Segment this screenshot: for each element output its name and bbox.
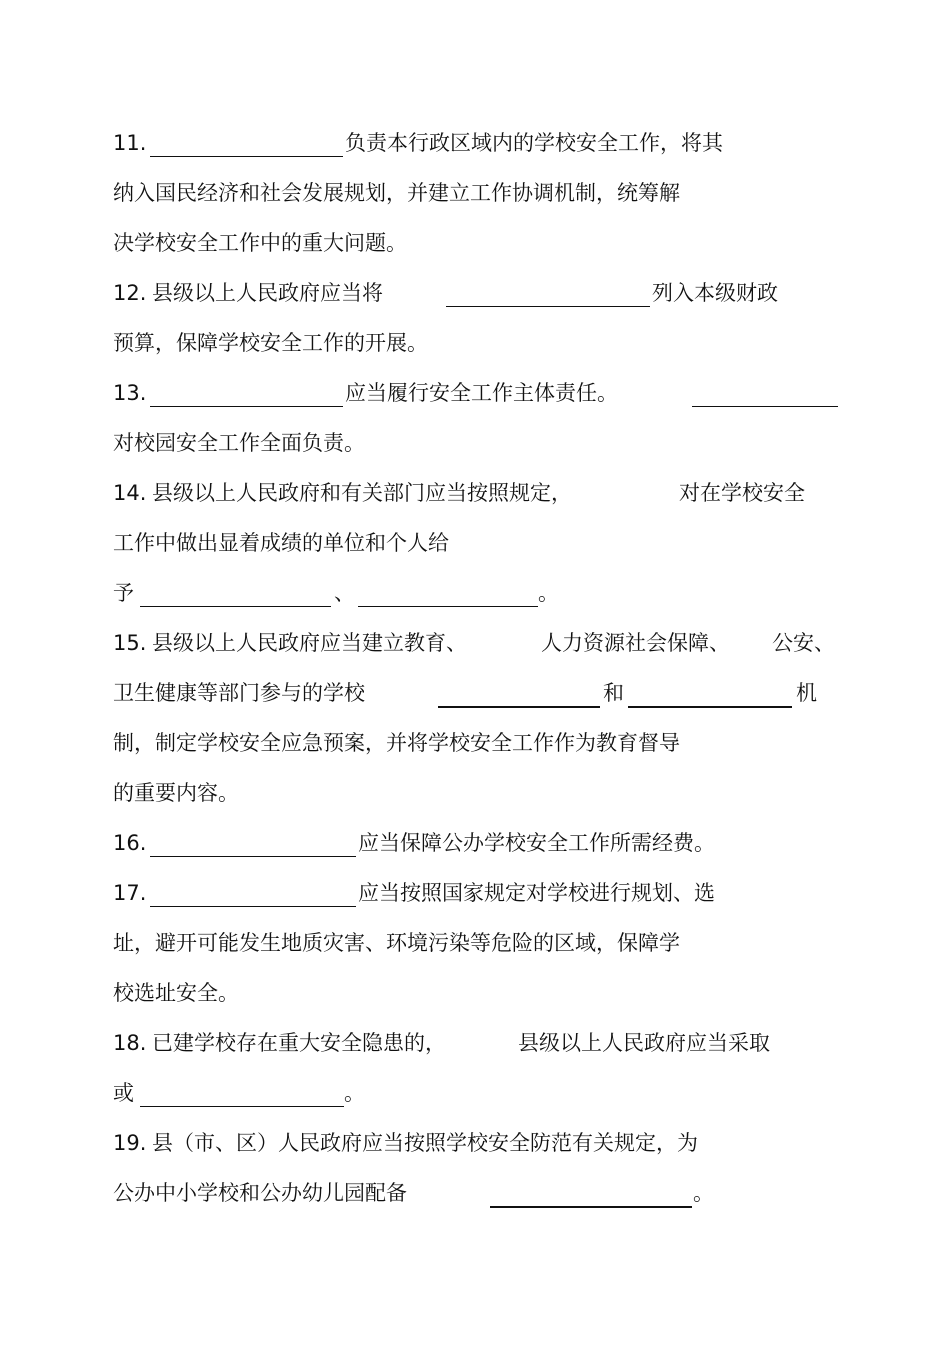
q19-text: 县（市、区）人民政府应当按照学校安全防范有关规定，为 [152, 1131, 698, 1155]
q17-text: 应当按照国家规定对学校进行规划、选 [358, 881, 715, 905]
q15-text: 人力资源社会保障、 [541, 631, 730, 655]
q11-text: 决学校安全工作中的重大问题。 [113, 231, 407, 255]
q15-text: 县级以上人民政府应当建立教育、 [152, 631, 467, 655]
q15-text: 公安、 [772, 631, 835, 655]
q16-text: 应当保障公办学校安全工作所需经费。 [358, 831, 715, 855]
q13-text: 对校园安全工作全面负责。 [113, 431, 365, 455]
q18-text: 县级以上人民政府应当采取 [518, 1031, 770, 1055]
q13-blank-2[interactable] [692, 406, 838, 407]
q18-text: 。 [344, 1081, 365, 1105]
q12-text: 预算，保障学校安全工作的开展。 [113, 331, 428, 355]
q13-number: 13. [113, 381, 147, 405]
q15-blank-2[interactable] [628, 706, 792, 708]
q14-blank-2[interactable] [358, 606, 538, 607]
q14-separator: 、 [334, 581, 355, 605]
q15-separator: 和 [603, 681, 624, 705]
q19-text: 公办中小学校和公办幼儿园配备 [113, 1181, 407, 1205]
q14-text: 对在学校安全 [679, 481, 805, 505]
q15-text: 机 [796, 681, 817, 705]
q12-text: 县级以上人民政府应当将 [152, 281, 383, 305]
q14-number: 14. [113, 481, 147, 505]
q13-text: 应当履行安全工作主体责任。 [345, 381, 618, 405]
q13-blank-1[interactable] [150, 406, 343, 407]
q14-text: 工作中做出显着成绩的单位和个人给 [113, 531, 449, 555]
q18-text: 或 [113, 1081, 134, 1105]
q15-text: 制，制定学校安全应急预案，并将学校安全工作作为教育督导 [113, 731, 680, 755]
q15-text: 卫生健康等部门参与的学校 [113, 681, 365, 705]
q18-number: 18. [113, 1031, 147, 1055]
q19-number: 19. [113, 1131, 147, 1155]
q14-text: 县级以上人民政府和有关部门应当按照规定， [152, 481, 572, 505]
q15-text: 的重要内容。 [113, 781, 239, 805]
q19-text: 。 [693, 1181, 714, 1205]
q18-blank-1[interactable] [140, 1106, 344, 1107]
q16-number: 16. [113, 831, 147, 855]
q17-blank-1[interactable] [150, 906, 356, 907]
q18-text: 已建学校存在重大安全隐患的， [152, 1031, 446, 1055]
q12-number: 12. [113, 281, 147, 305]
q17-text: 址，避开可能发生地质灾害、环境污染等危险的区域，保障学 [113, 931, 680, 955]
q15-number: 15. [113, 631, 147, 655]
q17-text: 校选址安全。 [113, 981, 239, 1005]
q19-blank-1[interactable] [490, 1206, 692, 1208]
q11-blank-1[interactable] [150, 156, 343, 157]
q11-text: 负责本行政区域内的学校安全工作，将其 [345, 131, 723, 155]
q17-number: 17. [113, 881, 147, 905]
q14-text: 予 [113, 581, 134, 605]
q12-text: 列入本级财政 [652, 281, 778, 305]
q11-text: 纳入国民经济和社会发展规划，并建立工作协调机制，统筹解 [113, 181, 680, 205]
q15-blank-1[interactable] [438, 706, 600, 708]
q14-blank-1[interactable] [140, 606, 331, 607]
q12-blank-1[interactable] [446, 306, 650, 307]
q11-number: 11. [113, 131, 147, 155]
q14-text: 。 [538, 581, 559, 605]
q16-blank-1[interactable] [150, 856, 356, 857]
